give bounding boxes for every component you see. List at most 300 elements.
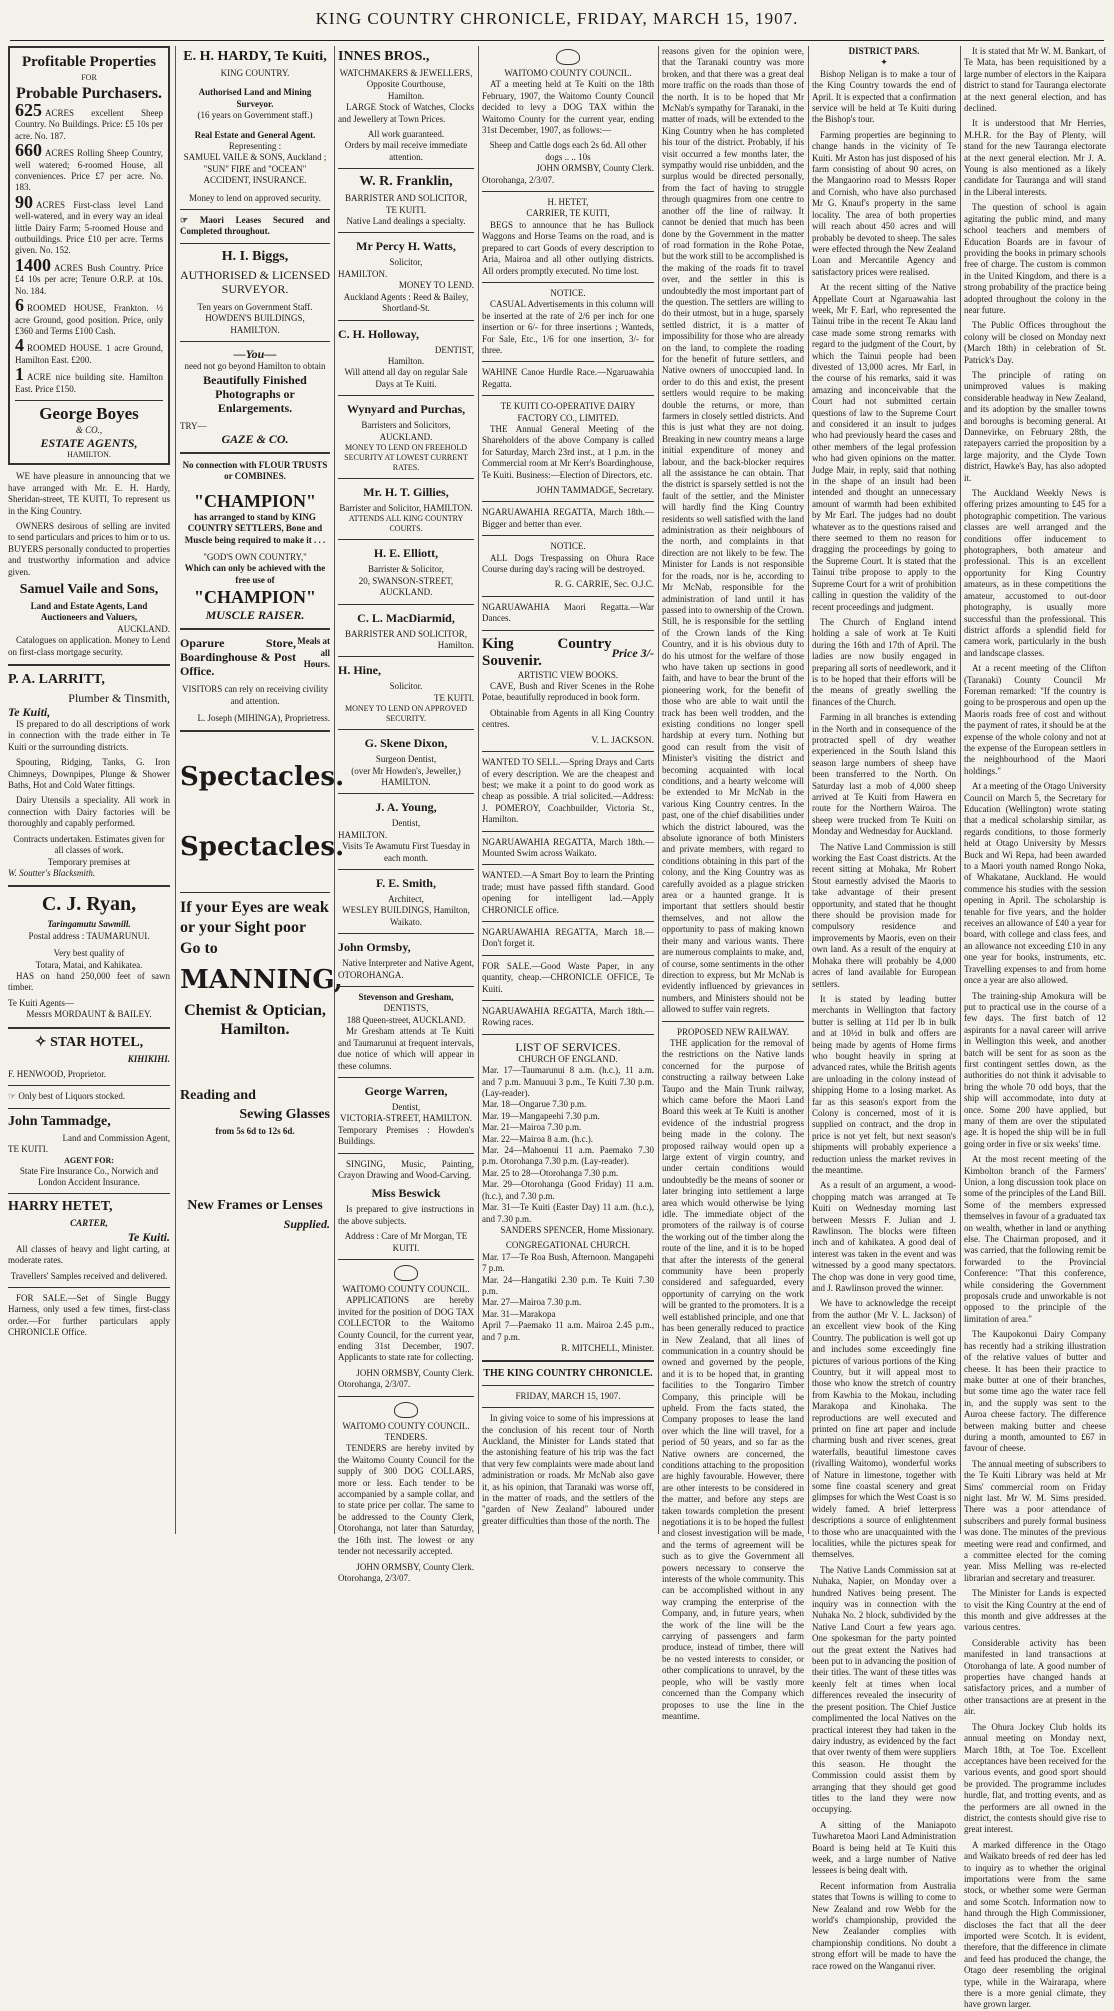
divider	[482, 751, 654, 752]
watts-agents: Auckland Agents : Reed & Bailey, Shortland-St.	[343, 291, 469, 314]
divider	[338, 395, 474, 396]
hardy-name: E. H. HARDY, Te Kuiti,	[183, 49, 327, 64]
property-number: 90	[15, 191, 33, 212]
railway-text: THE application for the removal of the restrictions on the Native lands concerned for the purpose of constructing a railway between Lake Taupo and the Main Trunk railway, which came before the Maori Land Board this week at Te Kuiti is another evidence of the industrial progress being made in the colony. The proposed railway would open up a large extent of virgin country, and under certain conditions would undoubtedly be the means of sooner or later bringing into settlement a large area which would otherwise be lying idle. The immediate object of the promoters of the railway is of course the working out of the timber along the route of the line, and it is to be hoped that after the interests of the general community have been properly considered and safeguarded, every opportunity of carrying on the work will be granted to the promoters. It is a well established principle, and one that has been generally reduced to practice in New Zealand, that all lines of communication in a country should be owned and governed by the people, and it is to be hoped that, in granting facilities to the Tongariro Timber Company, this principle will be upheld. From the facts stated, the Company proposes to lease the land over which the line will travel, for a period of 50 years, and so far as the Native owners are concerned, the conditions attaching to the proposition are highly favourable. However, there are other interests to be considered in the matter, and before any steps are taken towards completion the present negotiations it is to be hoped the fullest and closest investigation will be made, and the terms of agreement will be such as to give the Government all powers necessary to conserve the interests of the whole community. This can be accomplished without in any way cramping the enterprise of the Company, and, in future years, when the work of the line will be the carrying of passengers and farm produce, instead of timber, there will be no vested interests to consider, or other complications to unravel, by the people, who will be vastly more concerned than the Company which proposes to use the line in the meantime.	[662, 1037, 804, 1721]
divider	[8, 1193, 170, 1194]
franklin-sub: BARRISTER AND SOLICITOR,	[344, 193, 468, 204]
ryan-address: Postal address : TAUMARUNUI.	[28, 930, 150, 941]
property-number: 1400	[15, 254, 51, 275]
innes-place: Hamilton.	[387, 90, 425, 101]
district-par: At a recent meeting of the Clifton (Taranaki) County Council Mr Foreman remarked: "If the country is going to be prosperous and open up the Maoris roads free of cost and without the payment of rates, it should be at the expense of the whole colony and not at the expense of the European settlers in the neighbourhood of the Maori holdings."	[964, 663, 1106, 776]
regatta-notice-2: NGARUAWAHIA Maori Regatta.—War Dances.	[482, 601, 654, 624]
divider	[338, 539, 474, 540]
property-text: ROOMED HOUSE. 1 acre Ground, Hamilton East. £200.	[15, 343, 163, 365]
district-par: It is understood that Mr Herries, M.H.R. for the Bay of Plenty, will stand for the new Tauranga electorate at the next general election. Mr J. A. Young is also mentioned as a likely candidate for Tauranga and will stand in the Liberal interests.	[964, 118, 1106, 197]
service-line: Mar. 18—Ongarue 7.30 p.m.	[482, 1099, 587, 1110]
district-par: It is stated by leading butter merchants in Wellington that factory butter is selling at 11d per lb in bulk and at 10½d in bulk and offers are being made by agents of Home firms who bought heavily in spring at advanced rates, while the British agents are unloading in the colony instead of shipping Home to a losing market. As far as this season's export from the Colony is concerned, most of it is supplied on contract, and the drop in price is not yet felt, but next season's shipments will probably experience a reduction unless the market revives in the meantime.	[812, 993, 956, 1175]
property-number: 1	[15, 364, 24, 385]
district-par: A sitting of the Maniapoto Tuwharetoa Maori Land Administration Board is being held at Te Kuiti this week, and a large number of Native lessees is being dealt with.	[812, 1819, 956, 1876]
hardy-estate: Real Estate and General Agent.	[194, 129, 316, 140]
divider	[482, 596, 654, 597]
divider	[338, 1259, 474, 1260]
district-par: Considerable activity has been manifested in land transactions at Otorohanga of late. A good number of properties have changed hands at satisfactory prices, and a number of other transactions are at present in the air.	[964, 1637, 1106, 1717]
property-number: 6	[15, 295, 24, 316]
property-number: 660	[15, 140, 42, 161]
wcc1-text: APPLICATIONS are hereby invited for the position of DOG TAX COLLECTOR to the Waitomo County Council, for the current year, ending 31st December, 1907. Applicants to state rate for collecting.	[338, 1295, 474, 1363]
hetet2-title: H. HETET,	[547, 197, 589, 208]
muscle-raiser: MUSCLE RAISER.	[205, 608, 305, 623]
divider	[180, 730, 330, 732]
vaile-note: Catalogues on application. Money to Lend on first-class mortgage security.	[8, 635, 170, 657]
holloway-name: C. H. Holloway,	[338, 326, 420, 341]
column-divider	[960, 46, 961, 1534]
divider	[482, 864, 654, 865]
larritt-name: P. A. LARRITT,	[8, 672, 105, 688]
district-par: The Native Land Commission is still working the East Coast districts. At the recent sitting at Mohaka, Mr Robert Stout earnestly advised the Maoris to take advantage of their present opportunity, and stated that he thought there should be provision made for compulsory residence and improvements by Maoris, even on their own land. As a result of the enquiry at Mohaka there will probably be 4,000 acres of land available for European settlers.	[812, 841, 956, 989]
district-par: The principle of rating on unimproved values is making considerable headway in New Zealand, and its adoption by the smaller towns and boroughs is becoming general. At Dannevirke, on February 28th, the ratepayers carried the proposition by a large majority, and the Clyde Town district, Hawke's Bay, has also adopted it.	[964, 369, 1106, 483]
frames-line: New Frames or Lenses	[187, 1197, 323, 1213]
dairy-title: TE KUITI CO-OPERATIVE DAIRY FACTORY CO., LIMITED.	[500, 401, 636, 423]
district-par: The Kaupokonui Dairy Company has recently had a striking illustration of the relative values of butter and cheese. It has been their practice to make butter at one of their branches, but some time ago the water race fell in, and the supply was sent to the Auroa cheese factory. The difference between making butter and cheese during a month, amounted to £67 in favour of cheese.	[964, 1329, 1106, 1454]
district-par: The question of school is again agitating the public mind, and many school teachers and members of Education Boards are in favour of providing the books in primary schools free of charge. The custom is common in the United Kingdom, and there is a strong probability of the practice being adopted throughout the colony in the near future.	[964, 202, 1106, 315]
district-par: The Minister for Lands is expected to visit the King Country at the end of this month and give addresses at the various centres.	[964, 1588, 1106, 1633]
services-list	[482, 1065, 654, 1225]
column-divider	[808, 46, 809, 1534]
property-item	[15, 335, 163, 366]
divider	[482, 630, 654, 631]
stevenson-sub: DENTISTS,	[383, 1003, 429, 1014]
you-heading: —You—	[233, 347, 277, 362]
oparure-joseph: L. Joseph (MIHINGA), Proprietress.	[197, 712, 330, 723]
divider	[482, 191, 654, 192]
property-text: ROOMED HOUSE, Frankton. ½ acre Ground, good position. Price, only £360 and Terms £100 Cash.	[15, 303, 163, 336]
divider	[482, 1385, 654, 1386]
warren-temp: Temporary Premises : Howden's Buildings.	[338, 1124, 474, 1147]
warren-addr: VICTORIA-STREET, HAMILTON.	[340, 1113, 472, 1124]
tammadge-sub: Land and Commission Agent,	[62, 1132, 170, 1143]
divider	[180, 628, 330, 630]
wcc-date: Otorohanga, 2/3/07.	[482, 174, 555, 185]
ryan-agents: Te Kuiti Agents—	[8, 997, 74, 1008]
coat-of-arms-icon	[394, 1402, 418, 1418]
regatta-notice-1: NGARUAWAHIA REGATTA, March 18th.—Bigger and better than ever.	[482, 507, 654, 529]
innes-orders: Orders by mail receive immediate attention.	[344, 140, 468, 162]
divider	[180, 892, 330, 893]
hine-place: TE KUITI.	[434, 692, 474, 703]
biggs-years: Ten years on Government Staff.	[197, 301, 313, 312]
divider	[338, 1396, 474, 1397]
ryan-quality: Very best quality of	[53, 948, 125, 959]
hetet-samples: Travellers' Samples received and delivered.	[10, 1270, 168, 1281]
boyes-name: George Boyes	[39, 403, 139, 423]
property-item	[15, 295, 163, 337]
elliott-name: H. E. Elliott,	[373, 546, 439, 561]
district-par: Farming properties are beginning to change hands in the vicinity of Te Kuiti. Mr Aston has just disposed of his farm consisting of about 90 acres, on the Mangaorino road to Messrs Roper and Cornish, who have also purchased Mr G. Knauf's property in the same locality. The area of both properties will reach about 450 acres and will probably be devoted to sheep. The sales were effected through the New Zealand Loan and Mercantile Agency and satisfactory prices were realised.	[812, 129, 956, 277]
notice-text: CASUAL Advertisements in this column will be inserted at the rate of 2/6 per inch for one insertion or 6/- for three insertions ; Wanteds, For Sale, Etc., 1/6 for one insertion, 3/- for three.	[482, 299, 654, 355]
property-text: ACRES First-class level Land well-watered, and in every way an ideal little Dairy Farm; 5-roomed House and outbuildings. Price £10 per acre. Terms given. No. 152.	[15, 199, 163, 256]
agent-for: AGENT FOR:	[64, 1155, 114, 1165]
property-item	[15, 191, 163, 257]
column-1	[8, 46, 170, 1534]
wcc2-title: WAITOMO COUNTY COUNCIL.	[342, 1420, 470, 1431]
service-line: Mar. 17—Te Roa Bush, Afternoon. Mangapehi 7 p.m.	[482, 1251, 654, 1274]
divider	[482, 282, 654, 283]
hine-money: MONEY TO LEND ON APPROVED SECURITY.	[344, 704, 468, 724]
hardy-money: Money to lend on approved security.	[189, 192, 321, 203]
column-6	[812, 46, 956, 1971]
properties-title-1: Profitable Properties	[22, 54, 156, 70]
wcc2-sub: TENDERS.	[384, 1432, 428, 1443]
district-par: We have to acknowledge the receipt from the author (Mr V. L. Jackson) of an excellent view book of the King Country. The publication is well got up and includes some exceedingly fine pictures of various portions of the King Country, but it will appeal most to those who know the stretch of country from Kawhia to the Mokau, including Marakopa and Kinohaka. The reproductions are well executed and printed on fine art paper and include charming bush and river scenes, great waterfalls, beautiful limestone caves (rivalling Waitomo), wonderful works of Nature in limestone, together with some fine coastal scenery and great glimpses for which the West Coast is so widely famed. A brief letterpress descriptions a source of enlightenment to those who are unacquainted with the localities, while the pictures speak for themselves.	[812, 1298, 956, 1560]
larritt-temp: Temporary premises at	[47, 856, 131, 867]
property-text: ACRE nice building site. Hamilton East. Price £150.	[15, 372, 163, 394]
star-place: KIHIKIHI.	[127, 1053, 170, 1064]
hardy-insure: "SUN" FIRE and "OCEAN" ACCIDENT, INSURANCE.	[203, 163, 307, 186]
column-3	[338, 46, 474, 1583]
column-divider	[658, 46, 659, 1534]
holloway-place: Hamilton.	[387, 355, 425, 366]
smith-addr: WESLEY BUILDINGS, Hamilton, Waikato.	[342, 905, 470, 927]
service-line: Mar. 29—Otorohanga (Good Friday) 11 a.m. (h.c.), and 7.30 p.m.	[482, 1179, 654, 1201]
service-line: Mar. 19—Mangapeehi 7.30 p.m.	[482, 1110, 600, 1121]
innes-name: INNES BROS.,	[338, 49, 430, 64]
dixon-addr: (over Mr Howden's, Jeweller,) HAMILTON.	[351, 765, 461, 787]
wanted-boy: WANTED.—A Smart Boy to learn the Printing trade; must have passed fifth standard. Good opening for intelligent lad.—Apply CHRONICLE office.	[482, 870, 654, 915]
biggs-name: H. I. Biggs,	[221, 248, 289, 264]
services-church: CHURCH OF ENGLAND.	[518, 1053, 618, 1064]
wynyard-name: Wynyard and Purchas,	[346, 402, 466, 417]
hetet2-text: BEGS to announce that he has Bullock Waggons and Horse Teams on the road, and is prepared to cart Goods of every description to Aria, Mairoa and all other outlying districts. All orders promptly executed. No time lost.	[482, 219, 654, 276]
wcc1-title: WAITOMO COUNTY COUNCIL.	[342, 1283, 470, 1294]
district-par: The Native Lands Commission sat at Nuhaka, Napier, on Monday over a hundred Natives being present. The inquiry was in connection with the Nuhaka No. 2 block, subdivided by the Native Land Court a few years ago. One spokesman for the party pointed out the great extent the Natives had been put to in advancing the position of their titles. The want of these titles was keenly felt at times when local differences revealed the insecurity of the present position. The Chief Justice complimented the local Natives on the practical interest they had taken in the dairy industry, as evidenced by the fact that over twenty of them were suppliers this season. He thought the Commission could assist them by arranging that they should get good titles to the land they were now occupying.	[812, 1564, 956, 1815]
warren-sub: Dentist,	[391, 1101, 421, 1112]
hetet-note: All classes of heavy and light carting, at moderate rates.	[8, 1243, 170, 1266]
hardy-maori: Maori Leases Secured and Completed throughout.	[180, 215, 330, 237]
service-line: Mar. 22—Mairoa 8 a.m. (h.c.).	[482, 1133, 593, 1144]
district-par: The Public Offices throughout the colony will be closed on Monday next (March 18th) in celebration of St. Patrick's Day.	[964, 320, 1106, 365]
watts-place: HAMILTON.	[338, 268, 388, 279]
wcc2-text: TENDERS are hereby invited by the Waitomo County Council for the supply of 300 DOG COLLARS, more or less. Each tender to be accompanied by a sample collar, and to state price per collar. The same to be addressed to the County Clerk, Otorohanga, not later than Saturday, the 16th inst. The lowest or any tender not necessarily accepted.	[338, 1443, 474, 1557]
property-number: 4	[15, 335, 24, 356]
hine-name: H. Hine,	[338, 663, 382, 678]
district-pars-title: DISTRICT PARS.	[848, 46, 920, 56]
oparure-visitors: VISITORS can rely on receiving civility and attention.	[181, 684, 329, 706]
district-par: It is stated that Mr W. M. Bankart, of Te Mata, has been requisitioned by a large number of electors in the Kaipara district to stand for Tauranga electorate at the next general election, and has declined.	[964, 46, 1106, 114]
stevenson-name: Stevenson and Gresham,	[358, 992, 454, 1003]
service-line: Mar. 27—Mairoa 7.30 p.m.	[482, 1297, 582, 1308]
souvenir-sub: ARTISTIC VIEW BOOKS.	[517, 669, 619, 680]
divider	[338, 604, 474, 605]
hamilton-line: Hamilton.	[220, 1021, 290, 1039]
elliott-addr: 20, SWANSON-STREET, AUCKLAND.	[358, 575, 454, 598]
souvenir-obtain: Obtainable from Agents in all King Country centres.	[482, 707, 654, 730]
elliott-sub: Barrister & Solicitor,	[368, 564, 444, 575]
services-title: LIST OF SERVICES.	[515, 1039, 621, 1054]
vaile-sub: Land and Estate Agents, Land Auctioneers and Valuers,	[30, 601, 148, 623]
service-line: April 7—Paemako 11 a.m. Mairoa 2.45 p.m., and 7 p.m.	[482, 1320, 654, 1342]
pointing-hand-icon: ☞	[8, 1091, 19, 1102]
regatta-notice-3: NGARUAWAHIA REGATTA, March 18th.—Mounted Swim across Waikato.	[482, 836, 654, 858]
oparure-name: Oparure Store, Boardinghouse & Post Office.	[180, 636, 296, 679]
beswick-note: Is prepared to give instructions in the above subjects.	[338, 1204, 474, 1226]
ryan-timber: Totara, Matai, and Kahikatea.	[35, 959, 143, 970]
coat-of-arms-icon	[394, 1265, 418, 1281]
biggs-place: HOWDEN'S BUILDINGS, HAMILTON.	[205, 313, 305, 335]
flour-note: No connection with FLOUR TRUSTS or COMBINES.	[182, 459, 328, 482]
properties-advert	[8, 46, 170, 465]
henwood: F. HENWOOD, Proprietor.	[8, 1068, 107, 1079]
divider	[338, 478, 474, 479]
larritt-list: Spouting, Ridging, Tanks, G. Iron Chimneys, Downpipes, Plunge & Shower Baths, Hot and Cold Water fittings.	[8, 757, 170, 791]
notice2-sign: R. G. CARRIE, Sec. O.J.C.	[554, 579, 654, 590]
smith-name: F. E. Smith,	[376, 876, 436, 891]
tammadge-place: TE KUITI.	[8, 1144, 48, 1155]
divider	[482, 831, 654, 832]
forsale-harness: FOR SALE.—Set of Single Buggy Harness, only used a few times, first-class order.—For further particulars apply CHRONICLE Office.	[8, 1293, 170, 1338]
larritt-place: Te Kuiti,	[8, 705, 51, 720]
service-line: Mar. 31—Marakopa	[482, 1308, 556, 1319]
divider	[8, 1287, 170, 1288]
service-line: Mar. 21—Mairoa 7.30 p.m.	[482, 1122, 582, 1133]
divider	[8, 664, 170, 666]
wcc1-sign: JOHN ORMSBY, County Clerk.	[356, 1367, 474, 1378]
district-pars-ornament: ✦	[880, 57, 888, 68]
vaile-name: Samuel Vaile and Sons,	[19, 582, 159, 597]
property-list	[15, 100, 163, 395]
souvenir-sign: V. L. JACKSON.	[591, 734, 654, 745]
vaile-place: AUCKLAND.	[117, 623, 170, 634]
divider	[482, 395, 654, 396]
ormsby-place: OTOROHANGA.	[338, 969, 404, 980]
young-name: J. A. Young,	[375, 800, 437, 815]
singing-note: SINGING, Music, Painting, Crayon Drawing and Wood-Carving.	[338, 1158, 474, 1180]
divider	[338, 320, 474, 321]
innes-opp: Opposite Courthouse,	[366, 79, 446, 90]
gaze-name: GAZE & CO.	[221, 431, 289, 446]
column-5	[662, 46, 804, 1721]
divider	[180, 209, 330, 210]
divider	[338, 1153, 474, 1154]
congregational-list	[482, 1252, 654, 1343]
divider	[482, 501, 654, 502]
souvenir-price: Price 3/-	[611, 645, 654, 660]
properties-for: FOR	[81, 73, 97, 82]
wynyard-money: MONEY TO LEND ON FREEHOLD SECURITY AT LOWEST CURRENT RATES.	[344, 442, 468, 472]
holloway-sub: DENTIST,	[434, 344, 474, 355]
divider	[482, 1360, 654, 1362]
warren-name: George Warren,	[364, 1083, 448, 1098]
larritt-premises: W. Soutter's Blacksmith.	[8, 867, 96, 878]
editorial-text: In giving voice to some of his impressions at the conclusion of his recent tour of North Auckland, the Minister for Lands stated that the astonishing feature of his trip was the fact that very few complaints were made about land administration or roads. Mr McNab also gave it, as his opinion, that Taranaki was worse off, in the matter of roads, and the settlers of the "garden of New Zealand" laboured under greater difficulties than those of the north. The	[482, 1413, 654, 1526]
wanted-drays: WANTED TO SELL.—Spring Drays and Carts of every description. We are the cheapest and best; we make it a point to do good work as cheap as possible. A trial solicited.—Address: J. POMEROY, Coachbuilder, Victoria St., Hamilton.	[482, 757, 654, 825]
service-line: Mar. 17—Taumarunui 8 a.m. (h.c.), 11 a.m. and 7 p.m. Manuuui 3 p.m., Te Kuiti 7.30 p.m. (Lay-reader).	[482, 1065, 654, 1099]
property-text: ACRES excellent Sheep Country. No Buildings. Price: £5 10s per acre. No. 187.	[15, 108, 163, 141]
manning-name: MANNING,	[180, 965, 343, 996]
ormsby-name: John Ormsby,	[338, 940, 411, 955]
column-divider	[478, 46, 479, 1534]
district-par: The Auckland Weekly News is offering prizes amounting to £45 for a photographic competition. The various classes are well arranged and the conditions offer inducement to photographers, both amateur and professional. This is an excellent opportunity for King Country amateurs, as in these competitions the amateur, accustomed to out-door photography, is usually more successful than the professional. This district affords a splendid field for camera work, particularly in the bush and landscape classes.	[964, 488, 1106, 658]
divider	[482, 1407, 654, 1408]
innes-guar: All work guaranteed.	[367, 129, 445, 140]
supplied-line: Supplied.	[283, 1216, 330, 1231]
souvenir-header	[482, 636, 654, 670]
wcc-rates: Sheep and Cattle dogs each 2s 6d. All other dogs .. .. 10s	[489, 140, 647, 162]
larritt-trade: Plumber & Tinsmith,	[68, 691, 170, 706]
try: TRY—	[180, 420, 207, 431]
district-par: As a result of an argument, a wood-chopping match was arranged at Te Kuiti on Wednesday morning last between Messrs F. Julian and J. Rawlinson. The blocks were fifteen inch and of kahikatea. A good deal of interest was taken in the event and was witnessed by a good many spectators. The chop was done in very good time, and J. Rawlinson proved the winner.	[812, 1180, 956, 1294]
paper-date: FRIDAY, MARCH 15, 1907.	[515, 1390, 621, 1401]
masthead-rule	[10, 40, 1104, 41]
ryan-name: C. J. Ryan,	[41, 893, 137, 916]
divider	[338, 232, 474, 233]
you-note: need not go beyond Hamilton to obtain	[184, 361, 326, 372]
divider	[338, 986, 474, 987]
smith-sub: Architect,	[388, 894, 424, 905]
property-item	[15, 140, 163, 194]
divider	[338, 793, 474, 794]
champion-1: "CHAMPION"	[194, 490, 316, 511]
young-place: HAMILTON.	[338, 829, 388, 840]
hardy-place: KING COUNTRY.	[220, 68, 290, 78]
property-item	[15, 100, 163, 142]
larritt-dairy: Dairy Utensils a speciality. All work in connection with Dairy factories will be thoroughly and capably performed.	[8, 795, 170, 829]
divider	[662, 1021, 804, 1022]
divider	[482, 921, 654, 922]
district-par: The training-ship Amokura will be put to practical use in the course of a few days. The first batch of 12 aspirants for a naval career will arrive in Wellington this week, and another batch will be sent for as soon as the first contingent settles down, as the authorities do not think it advisable to bring the whole 70 odd boys, that the ship will accommodate, into duty at once. Some 200 have applied, but many of them are over the stipulated age. It is hoped the ship will be in full going order in five or six weeks' time.	[964, 990, 1106, 1149]
divider	[482, 1034, 654, 1035]
champion-text-2: Which can only be achieved with the free use of	[184, 563, 326, 585]
coat-of-arms-icon	[556, 49, 580, 65]
reading-line: Reading and	[180, 1088, 256, 1104]
masthead: KING COUNTRY CHRONICLE, FRIDAY, MARCH 15, 1907.	[315, 9, 799, 28]
hardy-vaile: SAMUEL VAILE & SONS, Auckland ;	[183, 152, 327, 163]
dixon-name: G. Skene Dixon,	[364, 736, 448, 751]
hetet-place: Te Kuiti.	[127, 1229, 170, 1244]
railway-title: PROPOSED NEW RAILWAY.	[677, 1026, 789, 1037]
divider	[338, 168, 474, 169]
macdiarmid-place: Hamilton.	[437, 639, 474, 650]
boyes-co: & CO.,	[75, 424, 103, 435]
column-7	[964, 46, 1106, 2010]
champion-text: has arranged to stand by KING COUNTRY SETTLERS, Bone and Muscle being required to make it . . .	[184, 511, 326, 545]
franklin-place: TE KUITI.	[386, 204, 426, 215]
divider	[15, 400, 163, 401]
franklin-note: Native Land dealings a specialty.	[346, 216, 466, 227]
innes-stock: LARGE Stock of Watches, Clocks and Jewellery at Town Prices.	[338, 102, 474, 124]
beswick-name: Miss Beswick	[371, 1186, 441, 1201]
ryan-agents-2: Messrs MORDAUNT & BAILEY.	[26, 1009, 152, 1020]
services-sign: SANDERS SPENCER, Home Missionary.	[500, 1224, 654, 1235]
liquors-line	[8, 1091, 170, 1102]
ryan-stock: HAS on hand 250,000 feet of sawn timber.	[8, 970, 170, 993]
dixon-sub: Surgeon Dentist,	[375, 754, 437, 765]
hine-sub: Solicitor.	[389, 681, 423, 692]
liquors-text: Only best of Liquors stocked.	[18, 1091, 126, 1102]
divider	[180, 452, 330, 454]
boyes-agents: ESTATE AGENTS,	[40, 436, 138, 451]
district-par: At the recent sitting of the Native Appellate Court at Ngaruawahia last week, Mr F. Earl, who represented the Tainui tribe in the recent Te Akau land case made some strong remarks with regard to the judgment of the Court, by which the Tainui people had been divested of 13,000 acres. Mr Earl, in the course of his remarks, said it was amazing and inconceivable that the Court had not submitted certain questions of law to the Supreme Court and considered it an insult to judges who had previously heard the cases and other members of the legal profession who had given opinions on the matter. Judge Mair, in reply, said that nothing in the shape of an insult had been intended and thought an unnecessary amount of warmth had been exhibited by Mr Earl. The judges had no doubt whatever as to the questions raised and there seemed to them no reason for dragging the proceedings by going to the Supreme Court. It is stated that the Tainui tribe propose to apply to the Supreme Court for a writ of prohibition calling in question the validity of the recent proceedings and judgment.	[812, 282, 956, 612]
property-text: ACRES Rolling Sheep Country, well watered; 6-roomed House, all conveniences. Price £7 per acre. No. 183.	[15, 148, 163, 193]
property-item	[15, 254, 163, 297]
oparure-meals: Meals at all Hours.	[297, 636, 330, 669]
notice2-text: ALL Dogs Trespassing on Ohura Race Course during day's racing will be destroyed.	[482, 552, 654, 575]
biggs-sub: AUTHORISED & LICENSED SURVEYOR.	[180, 267, 330, 296]
macdiarmid-name: C. L. MacDiarmid,	[357, 610, 455, 625]
property-number: 625	[15, 100, 42, 120]
wcc2-date: Otorohanga, 2/3/07.	[338, 1572, 411, 1583]
ormsby-sub: Native Interpreter and Native Agent,	[342, 958, 474, 969]
divider	[482, 955, 654, 956]
tammadge-name: John Tammadge,	[8, 1113, 111, 1129]
wcc2-sign: JOHN ORMSBY, County Clerk.	[356, 1561, 474, 1572]
pointing-hand-icon: ☞	[180, 215, 200, 226]
pars-list-continued	[964, 46, 1106, 2011]
goto-line: Go to	[180, 940, 218, 958]
beswick-addr: Address : Care of Mr Morgan, TE KUITI.	[344, 1231, 468, 1253]
wynyard-sub: Barristers and Solicitors, AUCKLAND.	[361, 420, 451, 442]
properties-title-2: Probable Purchasers.	[15, 85, 163, 102]
property-item	[15, 364, 163, 395]
divider	[8, 885, 170, 887]
divider	[482, 361, 654, 362]
stevenson-addr: 188 Queen-street, AUCKLAND.	[346, 1014, 466, 1025]
column-2	[180, 46, 345, 1534]
wahine-notice: WAHINE Canoe Hurdle Race.—Ngaruawahia Regatta.	[482, 367, 654, 389]
wcc-text: AT a meeting held at Te Kuiti on the 18th February, 1907, the Waitomo County Council decided to levy a DOG TAX within the Waitomo County for the current year, ending 31st December, 1907, as follows:—	[482, 79, 654, 136]
divider	[338, 1077, 474, 1078]
divider	[180, 341, 330, 342]
star-hotel-name: STAR HOTEL,	[50, 1034, 144, 1050]
editorial-continued: reasons given for the opinion were, that the Taranaki country was more broken, and that there was a great deal more traffic on the roads than those of the north. It is to be hoped that Mr McNab's sympathy for Taranaki, in the matter of roads, will be extended to the King Country when he has completed his tour of the district. Probably, if his visit occurred a few months later, the sympathy would rise unbidden, and the surplus would be directed personally, from the fact of having to struggle through quagmires from one centre to another off the line of railway. It cannot be denied that much has been done by the Government in the matter of road formation in the Rohe Potae, but the work still to be accomplished is the making of the roads fit to travel over, and the settler in this is undoubtedly the most important part of the question. The settlers are willing to do their utmost, but in a huge, sparsely settled district, it is a matter of impossibility for those who are already on the land, to complete the roading for the benefit of future settlers, and Native owners of unoccupied land. In order to do this and exist, the present settlers would require to be making double the returns, or more, than farmers in closely settled districts. And this is just what they are not doing. Breaking in new country means a large initial expenditure of money and labour, and the back-blocker requires all the assistance he can obtain. That the district is sparsely settled is not the fault of the settler, and the Minister will hardly find the King Country residents so well satisfied with the land administration as their neighbours of the north, and complaints in that direction are not likely to be few. The Minister for Lands is not responsible for the roads, nor is he, according to Mr McNab, responsible for the administration of land until it has passed into to ownership of the Crown. Still, he is responsible for the settling of the Crown lands of the King Country, and it is his obvious duty to do his utmost for the welfare of those who have taken up sections in good faith, and have to bear the brunt of the pioneering work, for the benefit of those who are able to wait until the track has been well trodden, and the existing conditions no longer spell hardship at every turn. Nothing but good can result from the visit of Minister's visiting the district and becoming acquainted with local conditions, and a hearty welcome will be extended to Mr McNab in the various King Country centres. In the past, one of the chief disabilities under which the district laboured, was the absolute ignorance of both Ministers and private members, with regard to conditions obtaining in this part of the colony, and the King Country was as carefully avoided as a plague stricken area or a haunted grange. It is important that settlers should bestir themselves, and not allow the opportunity to pass of making known their many and various wants. There are numerous complaints to make, and, of course, some sentiments in the other direction to express, but Mr McNab is evidently influenced by grievances in numbers, and Ministers should not be allowed to suffer vain regrets.	[662, 46, 804, 1015]
notice-title: NOTICE.	[550, 287, 586, 298]
dairy-text: THE Annual General Meeting of the Shareholders of the above Company is called for Saturday, March 23rd inst., at 1 p.m. in the Commercial room at Mr Kerr's Boardinghouse, Te Kuiti. Business:—Election of Directors, etc.	[482, 423, 654, 480]
watts-name: Mr Percy H. Watts,	[356, 239, 456, 254]
district-pars-list	[812, 69, 956, 1972]
notice2-title: NOTICE.	[550, 541, 586, 552]
ryan-mill: Taringamutu Sawmill.	[47, 919, 131, 930]
boyes-place: HAMILTON.	[67, 450, 111, 460]
eyes-line: If your Eyes are weak or your Sight poor	[180, 899, 329, 937]
district-par: A marked difference in the Otago and Waikato breeds of red deer has led to inquiry as to whether the original importations were from the same stock, or whether some were German and some Scotch. Information now to hand through the High Commissioner, discloses the fact that all the deer imported were Scotch. It is evident, therefore, that the difference in climate and feed has produced the change, the Otago deer resembling the original type, while in the Wairarapa, where there is a more genial climate, they have grown larger.	[964, 1839, 1106, 2010]
divider	[8, 1108, 170, 1109]
gillies-sub: Barrister and Solicitor, HAMILTON.	[339, 502, 473, 513]
souvenir-text: CAVE, Bush and River Scenes in the Rohe Potae, beautifully reproduced in book form.	[482, 681, 654, 703]
hardy-sub: Authorised Land and Mining Surveyor.	[198, 87, 312, 109]
district-par: Recent information from Australia states that Towns is willing to come to New Zealand and row Webb for the world's championship, provided the New Zealander complies with championship conditions. No doubt a strong effort will be made to have the race rowed on the Wanganui river.	[812, 1880, 956, 1971]
stevenson-note: Mr Gresham attends at Te Kuiti and Taumarunui at frequent intervals, due notice of which will appear in these columns.	[338, 1026, 474, 1071]
gillies-courts: ATTENDS ALL KING COUNTRY COURTS.	[348, 514, 464, 534]
larritt-contracts: Contracts undertaken. Estimates given for all classes of work.	[13, 833, 165, 856]
hardy-years: (16 years on Government staff.)	[197, 110, 313, 121]
service-line: Mar. 24—Hangatiki 2.30 p.m. Te Kuiti 7.30 p.m.	[482, 1274, 654, 1296]
divider	[338, 729, 474, 730]
young-sub: Dentist,	[391, 818, 421, 829]
service-line: Mar. 24—Mahoenui 11 a.m. Paemako 7.30 p.m. Otorohanga 7.30 p.m. (Lay-reader).	[482, 1145, 654, 1167]
divider	[8, 1027, 170, 1029]
hetet-name: HARRY HETET,	[8, 1199, 113, 1215]
gillies-name: Mr. H. T. Gillies,	[363, 484, 449, 499]
watts-money: MONEY TO LEND.	[398, 280, 474, 291]
divider	[482, 1000, 654, 1001]
district-par: The Ohura Jockey Club holds its annual meeting on Monday next, March 18th, at Toe Toe. Excellent acceptances have been received for the various events, and good sport should be provided. The programme includes hurdle, flat, and trotting events, and as the performers are all owned in the district, the contests should give rise to great interest.	[964, 1721, 1106, 1835]
innes-sub: WATCHMAKERS & JEWELLERS,	[339, 68, 473, 78]
souvenir-title: King Country Souvenir.	[482, 635, 612, 669]
larritt-text: IS prepared to do all descriptions of work in connection with the trade either in Te Kuiti or the surrounding districts.	[8, 719, 170, 752]
district-par: Farming in all branches is extending in the North and in consequence of the protracted spell of dry weather experienced in the South Island this season large numbers of sheep have been transferred to the North. On Saturday last a mob of 4,000 sheep arrived at Te Kuiti from Hawera en route for the Northern Wairoa. The sheep were trucked from Te Kuiti on Monday and Wednesday for Auckland.	[812, 712, 956, 837]
divider	[338, 656, 474, 657]
divider	[338, 869, 474, 870]
regatta-notice-5: NGARUAWAHIA REGATTA, March 18th.—Rowing races.	[482, 1006, 654, 1028]
